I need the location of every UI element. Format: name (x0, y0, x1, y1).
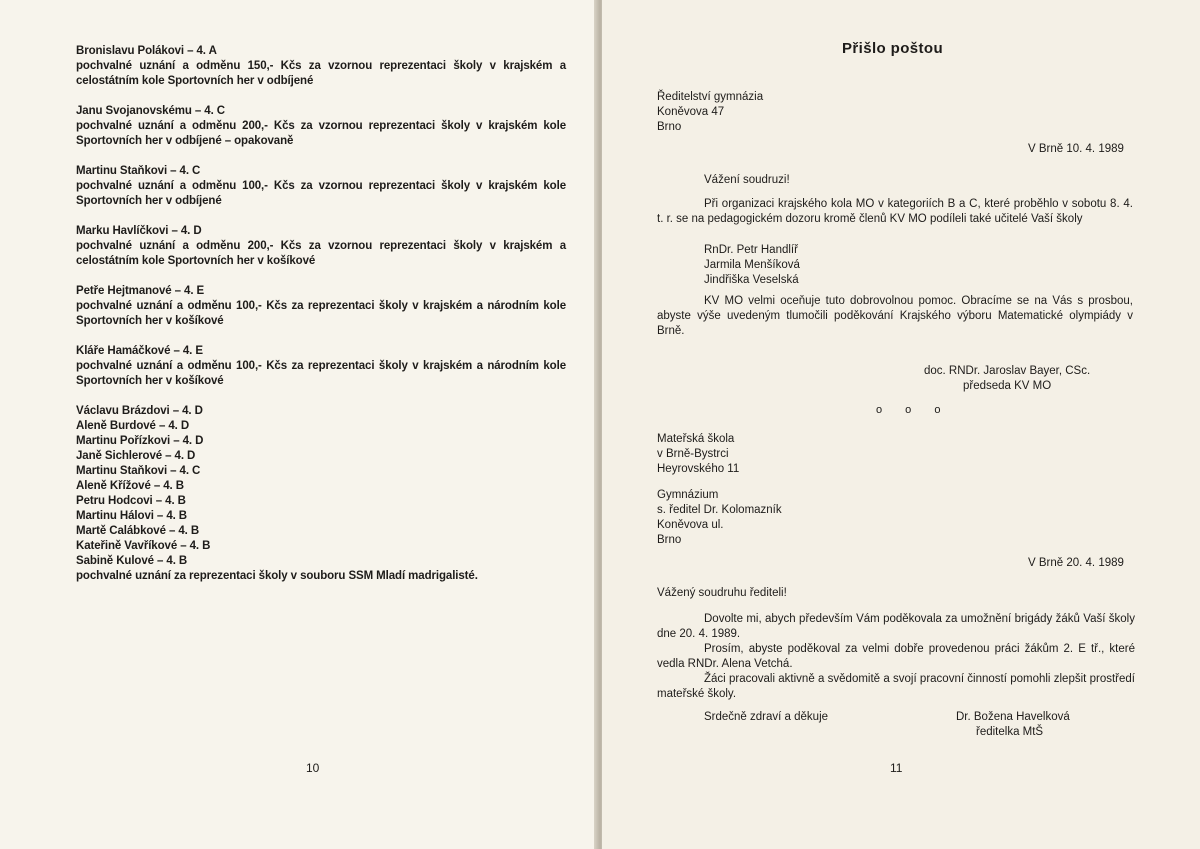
award-name: Petře Hejtmanové – 4. E (76, 285, 205, 297)
signature-name: doc. RNDr. Jaroslav Bayer, CSc. (924, 365, 1091, 377)
list-item: Petru Hodcovi – 4. B (76, 495, 186, 507)
list-item: Martinu Hálovi – 4. B (76, 510, 188, 522)
list-item: Sabině Kulové – 4. B (76, 555, 188, 567)
letter2-sender (657, 432, 739, 477)
letter2-recipient (657, 488, 782, 548)
letter1-signature (924, 364, 1090, 394)
letter2-paragraph: Dovolte mi, abych především Vám poděkovala za umožnění brigády žáků Vaší školy dne 20. 4. 1989. (657, 613, 1135, 640)
award-text: pochvalné uznání a odměnu 100,- Kčs za reprezentaci školy v krajském a národním kole Sportovních her v košíkové (76, 360, 566, 387)
award-text: pochvalné uznání a odměnu 100,- Kčs za vzornou reprezentaci školy v krajském kole Sportovních her v odbíjené (76, 180, 566, 207)
letter2-date: V Brně 20. 4. 1989 (1028, 557, 1124, 569)
letter2-salutation: Vážený soudruhu řediteli! (657, 587, 787, 599)
address-line: v Brně-Bystrci (657, 448, 729, 460)
awards-column (76, 44, 566, 584)
list-item: Jarmila Menšíková (704, 259, 800, 271)
letter1-paragraph: Při organizaci krajského kola MO v kategoriích B a C, které proběhlo v sobotu 8. 4. t. r. se na pedagogickém dozoru kromě členů KV MO podíleli také učitelé Vaší školy (657, 198, 1133, 225)
award-entry (76, 284, 566, 329)
address-line: Mateřská škola (657, 433, 735, 445)
award-text: pochvalné uznání a odměnu 100,- Kčs za reprezentaci školy v krajském a národním kole Sportovních her v košíkové (76, 300, 566, 327)
list-item: RnDr. Petr Handlíř (704, 244, 798, 256)
address-line: Brno (657, 534, 682, 546)
letter2-signature (956, 710, 1070, 740)
address-line: Brno (657, 121, 682, 133)
page-title: Přišlo poštou (842, 40, 944, 57)
award-entry (76, 164, 566, 209)
award-entry (76, 224, 566, 269)
award-text: pochvalné uznání a odměnu 200,- Kčs za vzornou reprezentaci školy v krajském a celostátním kole Sportovních her v košíkové (76, 240, 566, 267)
award-entry (76, 344, 566, 389)
award-name: Marku Havlíčkovi – 4. D (76, 225, 202, 237)
award-entry (76, 44, 566, 89)
list-item: Aleně Burdové – 4. D (76, 420, 190, 432)
names-award-text: pochvalné uznání za reprezentaci školy v souboru SSM Mladí madrigalisté. (76, 570, 478, 582)
address-line: Koněvova ul. (657, 519, 724, 531)
list-item: Martě Calábkové – 4. B (76, 525, 200, 537)
letter1-salutation: Vážení soudruzi! (704, 174, 790, 186)
signature-role: ředitelka MtŠ (976, 726, 1044, 738)
signature-role: předseda KV MO (962, 380, 1052, 392)
list-item: Jindřiška Veselská (704, 274, 799, 286)
list-item: Janě Sichlerové – 4. D (76, 450, 196, 462)
address-line: Heyrovského 11 (657, 463, 740, 475)
letter2-paragraph: Žáci pracovali aktivně a svědomitě a svojí pracovní činností pomohli zlepšit prostředí mateřské školy. (657, 673, 1135, 700)
list-item: Kateřině Vavříkové – 4. B (76, 540, 211, 552)
list-item: Martinu Staňkovi – 4. C (76, 465, 201, 477)
award-text: pochvalné uznání a odměnu 200,- Kčs za vzornou reprezentaci školy v krajském kole Sportovních her v odbíjené – opakovaně (76, 120, 566, 147)
letter2-closing: Srdečně zdraví a děkuje (704, 711, 829, 723)
letter2-paragraph: Prosím, abyste poděkoval za velmi dobře provedenou práci žákům 2. E tř., které vedla RNDr. Alena Vetchá. (657, 643, 1135, 670)
letter1-paragraph: KV MO velmi oceňuje tuto dobrovolnou pomoc. Obracíme se na Vás s prosbou, abyste výše uvedeným tlumočili poděkování Krajského výboru Matematické olympiády v Brně. (657, 295, 1133, 337)
address-line: Gymnázium (657, 489, 719, 501)
page-number: 11 (890, 761, 903, 775)
award-entry (76, 104, 566, 149)
list-item: Václavu Brázdovi – 4. D (76, 405, 203, 417)
madrigal-names-list (76, 404, 566, 584)
award-name: Kláře Hamáčkové – 4. E (76, 345, 203, 357)
teachers-list (704, 243, 800, 288)
award-name: Martinu Staňkovi – 4. C (76, 165, 201, 177)
list-item: Martinu Pořízkovi – 4. D (76, 435, 204, 447)
letter1-address (657, 90, 763, 135)
award-name: Bronislavu Polákovi – 4. A (76, 45, 217, 57)
section-separator: o o o (876, 404, 951, 416)
address-line: Ředitelství gymnázia (657, 91, 764, 103)
letter1-date: V Brně 10. 4. 1989 (1028, 143, 1124, 155)
signature-name: Dr. Božena Havelková (956, 711, 1070, 723)
address-line: Koněvova 47 (657, 106, 725, 118)
award-name: Janu Svojanovskému – 4. C (76, 105, 225, 117)
list-item: Aleně Křížové – 4. B (76, 480, 184, 492)
page-number: 10 (306, 761, 320, 775)
address-line: s. ředitel Dr. Kolomazník (657, 504, 782, 516)
left-page (0, 0, 598, 849)
award-text: pochvalné uznání a odměnu 150,- Kčs za vzornou reprezentaci školy v krajském a celostátním kole Sportovních her v odbíjené (76, 60, 566, 87)
